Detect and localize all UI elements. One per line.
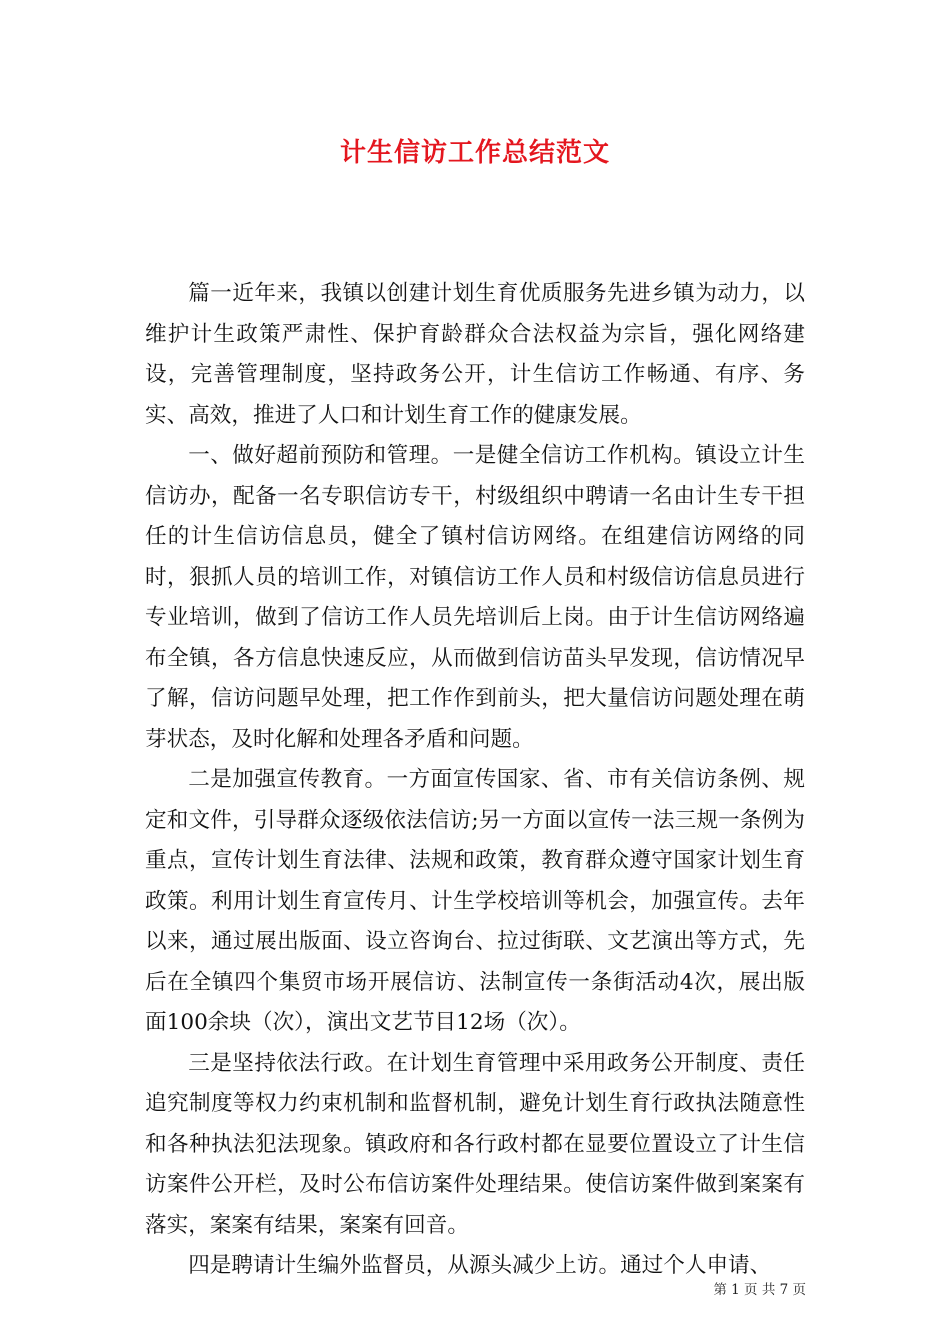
paragraph-intro: 篇一近年来，我镇以创建计划生育优质服务先进乡镇为动力，以维护计生政策严肃性、保护育龄群众合法权益为宗旨，强化网络建设，完善管理制度，坚持政务公开，计生信访工作畅通、有序、务实、高效，推进了人口和计划生育工作的健康发展。 xyxy=(145,281,805,428)
paragraph-section-two: 二是加强宣传教育。一方面宣传国家、省、市有关信访条例、规定和文件，引导群众逐级依法信访;另一方面以宣传一法三规一条例为重点，宣传计划生育法律、法规和政策，教育群众遵守国家计划生育政策。利用计划生育宣传月、计生学校培训等机会，加强宣传。去年以来，通过展出版面、设立咨询台、拉过街联、文艺演出等方式，先后在全镇四个集贸市场开展信访、法制宣传一条街活动4次，展出版面100余块（次），演出文艺节目12场（次）。 xyxy=(145,767,805,1035)
paragraph-section-four: 四是聘请计生编外监督员，从源头减少上访。通过个人申请、 xyxy=(188,1253,772,1278)
document-body xyxy=(145,274,805,1287)
paragraph-section-one: 一、做好超前预防和管理。一是健全信访工作机构。镇设立计生信访办，配备一名专职信访专干，村级组织中聘请一名由计生专干担任的计生信访信息员，健全了镇村信访网络。在组建信访网络的同时，狠抓人员的培训工作，对镇信访工作人员和村级信访信息员进行专业培训，做到了信访工作人员先培训后上岗。由于计生信访网络遍布全镇，各方信息快速反应，从而做到信访苗头早发现，信访情况早了解，信访问题早处理，把工作作到前头，把大量信访问题处理在萌芽状态，及时化解和处理各矛盾和问题。 xyxy=(145,443,805,752)
page-title: 计生信访工作总结范文 xyxy=(339,138,610,168)
page-number-indicator: 第 1 页 共 7 页 xyxy=(713,1282,806,1298)
paragraph-section-three: 三是坚持依法行政。在计划生育管理中采用政务公开制度、责任追究制度等权力约束机制和监督机制，避免计划生育行政执法随意性和各种执法犯法现象。镇政府和各行政村都在显要位置设立了计生信访案件公开栏，及时公布信访案件处理结果。使信访案件做到案案有落实，案案有结果，案案有回音。 xyxy=(145,1050,805,1238)
